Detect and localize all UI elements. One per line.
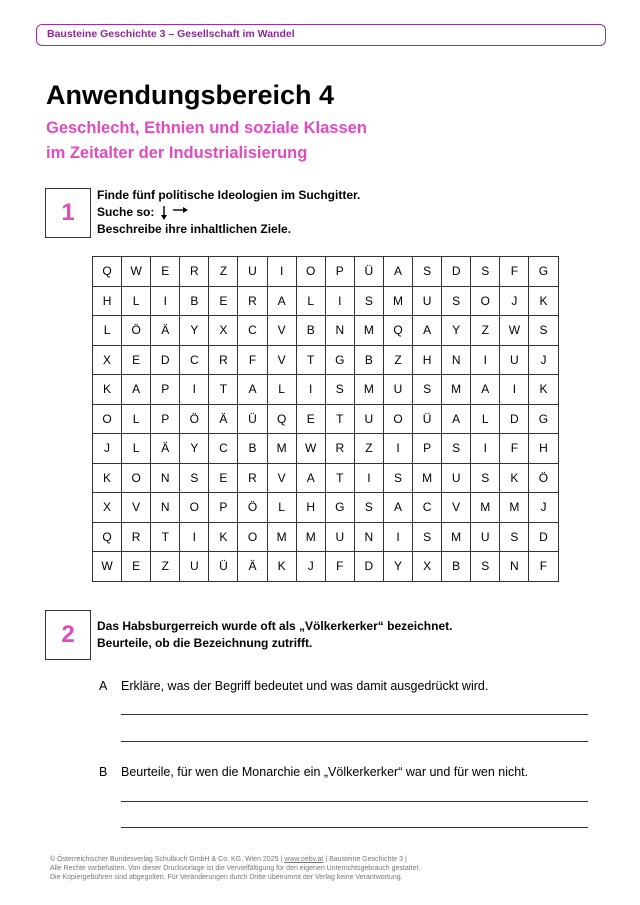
grid-cell: Z	[151, 552, 180, 582]
grid-cell: P	[151, 404, 180, 434]
grid-cell: O	[93, 404, 122, 434]
grid-cell: L	[122, 434, 151, 464]
grid-cell: S	[354, 286, 383, 316]
grid-cell: S	[442, 434, 471, 464]
grid-cell: V	[442, 493, 471, 523]
task2-instruction-1: Das Habsburgerreich wurde oft als „Völkerkerker“ bezeichnet.	[97, 619, 453, 633]
grid-cell: Ä	[209, 404, 238, 434]
grid-cell: I	[354, 463, 383, 493]
grid-cell: I	[383, 434, 412, 464]
footer-line-3: Die Kopiergebühren sind abgegolten. Für Veränderungen durch Dritte übernimmt der Verlag keine Verantwortung.	[50, 874, 403, 881]
grid-cell: R	[180, 257, 209, 287]
grid-cell: D	[442, 257, 471, 287]
footer-copyright: © Österreichischer Bundesverlag Schulbuch GmbH & Co. KG, Wien 2025 |	[50, 856, 283, 863]
grid-row	[93, 345, 559, 375]
grid-cell: Ü	[238, 404, 267, 434]
grid-cell: N	[151, 493, 180, 523]
grid-cell: M	[500, 493, 529, 523]
grid-cell: V	[267, 316, 296, 346]
grid-cell: Ü	[354, 257, 383, 287]
grid-cell: J	[529, 345, 558, 375]
grid-cell: P	[325, 257, 354, 287]
task-number-box-1	[45, 188, 91, 238]
grid-cell: A	[471, 375, 500, 405]
grid-cell: L	[122, 286, 151, 316]
task1-instruction-2-text: Suche so:	[97, 205, 155, 220]
grid-cell: V	[122, 493, 151, 523]
grid-cell: Q	[383, 316, 412, 346]
grid-cell: S	[354, 493, 383, 523]
footer-series: | Bausteine Geschichte 3 |	[325, 856, 407, 863]
arrow-down-icon	[161, 206, 167, 220]
grid-cell: E	[209, 463, 238, 493]
grid-cell: L	[471, 404, 500, 434]
grid-cell: A	[122, 375, 151, 405]
grid-row	[93, 552, 559, 582]
grid-cell: D	[500, 404, 529, 434]
grid-cell: O	[296, 257, 325, 287]
grid-cell: H	[529, 434, 558, 464]
grid-cell: C	[209, 434, 238, 464]
answer-line	[121, 714, 588, 715]
grid-cell: E	[209, 286, 238, 316]
grid-cell: S	[413, 375, 442, 405]
subtask-b-text: Beurteile, für wen die Monarchie ein „Völkerkerker“ war und für wen nicht.	[121, 765, 529, 779]
grid-cell: U	[325, 522, 354, 552]
grid-cell: C	[413, 493, 442, 523]
grid-cell: J	[500, 286, 529, 316]
grid-cell: Ä	[238, 552, 267, 582]
grid-row	[93, 463, 559, 493]
grid-cell: Ä	[151, 434, 180, 464]
grid-cell: A	[383, 257, 412, 287]
grid-cell: U	[500, 345, 529, 375]
answer-line	[121, 827, 588, 828]
grid-cell: G	[529, 404, 558, 434]
task-number-1: 1	[61, 199, 75, 226]
grid-cell: Z	[354, 434, 383, 464]
grid-cell: I	[180, 522, 209, 552]
grid-row	[93, 375, 559, 405]
grid-cell: G	[325, 493, 354, 523]
page-title: Anwendungsbereich 4	[46, 80, 335, 110]
grid-cell: T	[296, 345, 325, 375]
grid-cell: U	[413, 286, 442, 316]
grid-cell: Z	[383, 345, 412, 375]
grid-cell: Z	[471, 316, 500, 346]
grid-cell: F	[325, 552, 354, 582]
grid-cell: U	[180, 552, 209, 582]
grid-cell: S	[471, 463, 500, 493]
grid-cell: K	[267, 552, 296, 582]
grid-row	[93, 257, 559, 287]
grid-cell: A	[442, 404, 471, 434]
grid-cell: M	[354, 375, 383, 405]
grid-row	[93, 404, 559, 434]
grid-cell: H	[93, 286, 122, 316]
grid-cell: Ä	[151, 316, 180, 346]
grid-cell: I	[180, 375, 209, 405]
grid-cell: I	[471, 434, 500, 464]
grid-cell: T	[151, 522, 180, 552]
grid-cell: K	[529, 375, 558, 405]
grid-cell: L	[296, 286, 325, 316]
grid-cell: L	[267, 493, 296, 523]
grid-cell: B	[442, 552, 471, 582]
grid-cell: K	[529, 286, 558, 316]
grid-cell: I	[325, 286, 354, 316]
footer-link[interactable]: www.oebv.at	[284, 856, 324, 863]
grid-cell: M	[354, 316, 383, 346]
grid-cell: X	[209, 316, 238, 346]
grid-cell: J	[93, 434, 122, 464]
grid-cell: M	[267, 522, 296, 552]
grid-cell: P	[413, 434, 442, 464]
task-number-box-2	[45, 610, 91, 660]
grid-cell: U	[383, 375, 412, 405]
grid-cell: N	[442, 345, 471, 375]
grid-cell: M	[383, 286, 412, 316]
grid-cell: S	[442, 286, 471, 316]
grid-cell: C	[238, 316, 267, 346]
grid-cell: Q	[267, 404, 296, 434]
grid-cell: L	[93, 316, 122, 346]
grid-cell: R	[122, 522, 151, 552]
grid-cell: S	[413, 522, 442, 552]
grid-cell: A	[383, 493, 412, 523]
footer	[50, 855, 420, 882]
grid-cell: N	[354, 522, 383, 552]
grid-cell: R	[238, 463, 267, 493]
grid-cell: I	[267, 257, 296, 287]
grid-cell: R	[209, 345, 238, 375]
grid-cell: X	[93, 493, 122, 523]
grid-cell: U	[471, 522, 500, 552]
grid-cell: U	[442, 463, 471, 493]
grid-cell: I	[500, 375, 529, 405]
grid-cell: O	[471, 286, 500, 316]
grid-cell: N	[151, 463, 180, 493]
grid-cell: M	[413, 463, 442, 493]
grid-cell: Ö	[529, 463, 558, 493]
grid-cell: Ö	[238, 493, 267, 523]
grid-cell: D	[151, 345, 180, 375]
task1-instruction-2	[97, 205, 190, 221]
grid-cell: F	[500, 434, 529, 464]
grid-cell: Ö	[122, 316, 151, 346]
grid-cell: S	[325, 375, 354, 405]
grid-cell: B	[354, 345, 383, 375]
grid-cell: O	[122, 463, 151, 493]
grid-cell: E	[151, 257, 180, 287]
footer-line-1	[50, 855, 420, 864]
grid-cell: B	[180, 286, 209, 316]
grid-cell: E	[296, 404, 325, 434]
grid-cell: I	[383, 522, 412, 552]
grid-cell: M	[471, 493, 500, 523]
grid-cell: Ö	[180, 404, 209, 434]
grid-cell: Q	[93, 522, 122, 552]
grid-cell: M	[442, 522, 471, 552]
grid-cell: K	[500, 463, 529, 493]
grid-cell: K	[93, 463, 122, 493]
grid-cell: V	[267, 345, 296, 375]
grid-cell: A	[413, 316, 442, 346]
grid-cell: S	[529, 316, 558, 346]
grid-cell: O	[383, 404, 412, 434]
grid-cell: F	[500, 257, 529, 287]
grid-cell: S	[471, 552, 500, 582]
grid-cell: C	[180, 345, 209, 375]
grid-cell: W	[93, 552, 122, 582]
grid-row	[93, 493, 559, 523]
grid-cell: F	[529, 552, 558, 582]
grid-cell: Y	[180, 434, 209, 464]
grid-cell: W	[500, 316, 529, 346]
grid-cell: M	[296, 522, 325, 552]
grid-cell: I	[471, 345, 500, 375]
grid-cell: A	[267, 286, 296, 316]
grid-cell: Y	[442, 316, 471, 346]
grid-cell: U	[238, 257, 267, 287]
grid-cell: K	[209, 522, 238, 552]
answer-line	[121, 741, 588, 742]
grid-cell: D	[354, 552, 383, 582]
grid-cell: T	[325, 404, 354, 434]
grid-cell: X	[93, 345, 122, 375]
grid-cell: Y	[383, 552, 412, 582]
grid-cell: F	[238, 345, 267, 375]
grid-cell: J	[296, 552, 325, 582]
grid-row	[93, 316, 559, 346]
subtask-b-letter: B	[99, 765, 108, 779]
grid-cell: L	[122, 404, 151, 434]
grid-cell: E	[122, 345, 151, 375]
grid-cell: B	[296, 316, 325, 346]
grid-cell: V	[267, 463, 296, 493]
grid-cell: S	[383, 463, 412, 493]
answer-line	[121, 801, 588, 802]
grid-cell: M	[442, 375, 471, 405]
grid-cell: K	[93, 375, 122, 405]
grid-cell: P	[151, 375, 180, 405]
grid-cell: G	[529, 257, 558, 287]
grid-cell: T	[209, 375, 238, 405]
grid-cell: E	[122, 552, 151, 582]
grid-cell: N	[325, 316, 354, 346]
subtitle-line-1: Geschlecht, Ethnien und soziale Klassen	[46, 119, 367, 137]
grid-cell: J	[529, 493, 558, 523]
grid-cell: X	[413, 552, 442, 582]
grid-row	[93, 522, 559, 552]
header-text: Bausteine Geschichte 3 – Gesellschaft im Wandel	[47, 28, 295, 40]
footer-line-2: Alle Rechte vorbehalten. Von dieser Druckvorlage ist die Vervielfältigung für den eigenen Unterrichtsgebrauch gestattet.	[50, 865, 421, 872]
word-search-grid	[92, 256, 559, 582]
subtask-a-letter: A	[99, 679, 108, 693]
grid-cell: U	[354, 404, 383, 434]
grid-cell: I	[296, 375, 325, 405]
grid-cell: O	[238, 522, 267, 552]
grid-cell: Ü	[209, 552, 238, 582]
grid-cell: S	[471, 257, 500, 287]
task-number-2: 2	[61, 621, 75, 648]
arrow-right-icon	[173, 207, 188, 213]
grid-cell: H	[413, 345, 442, 375]
grid-cell: Y	[180, 316, 209, 346]
grid-cell: A	[238, 375, 267, 405]
grid-cell: S	[500, 522, 529, 552]
task2-instruction-2: Beurteile, ob die Bezeichnung zutrifft.	[97, 636, 313, 650]
grid-cell: W	[296, 434, 325, 464]
grid-cell: O	[180, 493, 209, 523]
subtask-a-text: Erkläre, was der Begriff bedeutet und was damit ausgedrückt wird.	[121, 679, 489, 693]
grid-cell: H	[296, 493, 325, 523]
grid-cell: L	[267, 375, 296, 405]
grid-cell: Q	[93, 257, 122, 287]
grid-cell: S	[413, 257, 442, 287]
search-direction-icons	[160, 205, 190, 221]
grid-cell: R	[325, 434, 354, 464]
grid-cell: Ü	[413, 404, 442, 434]
header-bar	[36, 24, 606, 46]
grid-cell: I	[151, 286, 180, 316]
subtitle-line-2: im Zeitalter der Industrialisierung	[46, 144, 308, 162]
grid-cell: D	[529, 522, 558, 552]
grid-cell: N	[500, 552, 529, 582]
grid-row	[93, 434, 559, 464]
grid-cell: R	[238, 286, 267, 316]
task1-instruction-3: Beschreibe ihre inhaltlichen Ziele.	[97, 222, 292, 236]
grid-cell: P	[209, 493, 238, 523]
grid-cell: G	[325, 345, 354, 375]
task1-instruction-1: Finde fünf politische Ideologien im Suchgitter.	[97, 188, 361, 202]
grid-cell: S	[180, 463, 209, 493]
grid-cell: A	[296, 463, 325, 493]
grid-cell: M	[267, 434, 296, 464]
grid-cell: Z	[209, 257, 238, 287]
grid-cell: W	[122, 257, 151, 287]
grid-cell: T	[325, 463, 354, 493]
grid-cell: B	[238, 434, 267, 464]
grid-row	[93, 286, 559, 316]
